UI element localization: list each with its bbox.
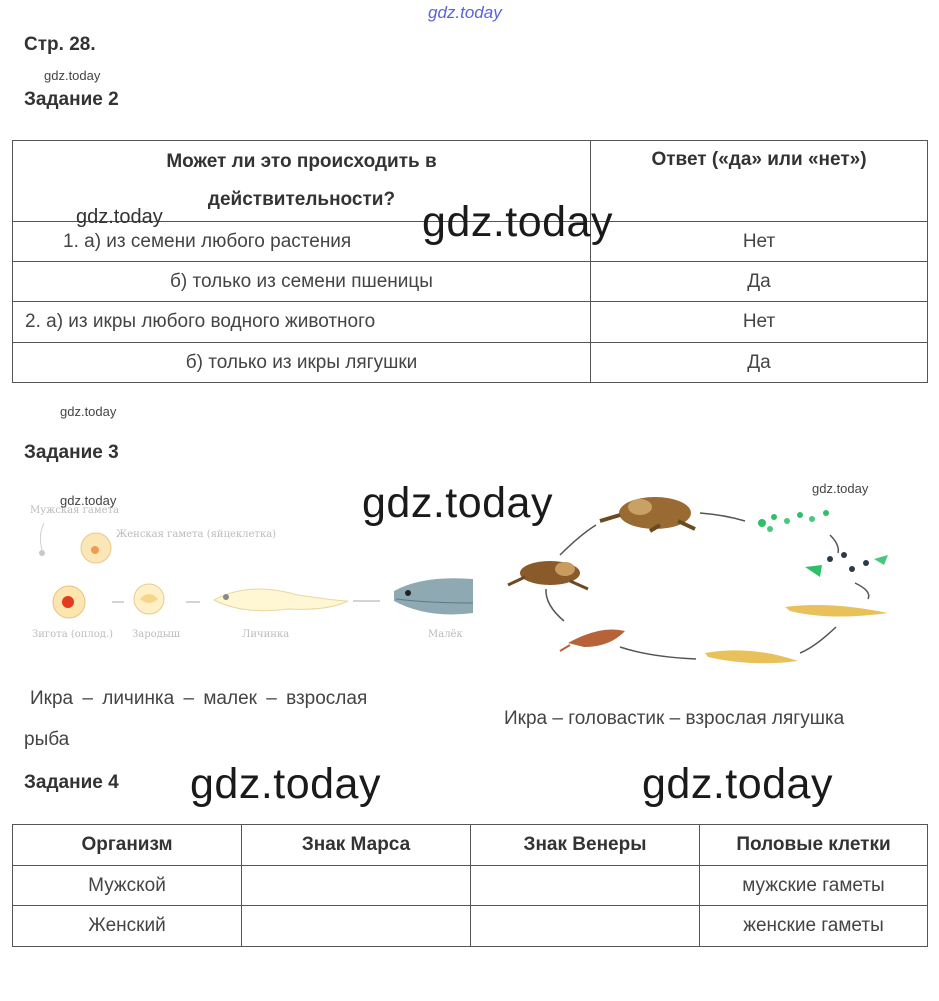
- female-gamete-icon: [81, 533, 111, 563]
- label-embryo: Зародыш: [132, 629, 181, 640]
- frog-caption: Икра – головастик – взрослая лягушка: [504, 708, 845, 729]
- column-header-answer: Ответ («да» или «нет»): [591, 141, 928, 222]
- fish-caption-line1: Икра – личинка – малек – взрослая: [30, 688, 368, 709]
- column-header-mars: Знак Марса: [242, 825, 471, 866]
- table-row: [13, 866, 928, 906]
- watermark-big: gdz.today: [190, 760, 381, 808]
- label-larva: Личинка: [242, 629, 290, 640]
- cells-cell: мужские гаметы: [700, 866, 928, 906]
- column-header-organism: Организм: [13, 825, 242, 866]
- label-zygote: Зигота (оплод.): [32, 629, 114, 640]
- task2-title: Задание 2: [24, 89, 119, 110]
- fry-icon: [394, 578, 473, 614]
- task4-table: [12, 824, 928, 947]
- watermark-big: gdz.today: [422, 198, 613, 246]
- answer-cell: Да: [591, 343, 928, 383]
- answer-cell: Нет: [591, 222, 928, 262]
- label-female-gamete: Женская гамета (яйцеклетка): [116, 529, 277, 540]
- mars-cell: [242, 866, 471, 906]
- frog-icon: [508, 561, 588, 589]
- column-header-venus: Знак Венеры: [471, 825, 700, 866]
- male-gamete-icon: [39, 523, 45, 556]
- arrow-icon: [700, 513, 745, 521]
- venus-cell: [471, 906, 700, 947]
- mars-cell: [242, 906, 471, 947]
- answer-cell: Нет: [591, 302, 928, 343]
- froglet-long-icon: [785, 605, 888, 617]
- tadpoles-icon: [805, 552, 888, 577]
- label-fry: Малёк: [428, 629, 463, 640]
- watermark-small: gdz.today: [60, 404, 117, 419]
- task2-table: [12, 140, 928, 383]
- embryo-icon: [134, 584, 164, 614]
- task3-title: Задание 3: [24, 442, 119, 463]
- table-row: [13, 262, 928, 302]
- question-cell: 2. а) из икры любого водного животного: [13, 302, 591, 343]
- top-watermark: gdz.today: [428, 3, 502, 22]
- watermark-small: gdz.today: [44, 68, 101, 83]
- young-frog-icon: [560, 630, 625, 652]
- eggs-icon: [758, 510, 829, 532]
- zygote-icon: [53, 586, 85, 618]
- fish-caption-line2: рыба: [24, 729, 70, 750]
- venus-cell: [471, 866, 700, 906]
- arrow-icon: [546, 589, 564, 621]
- page-reference: Стр. 28.: [24, 34, 96, 55]
- arrow-icon: [830, 535, 838, 553]
- question-cell: б) только из семени пшеницы: [13, 262, 591, 302]
- organism-cell: Женский: [13, 906, 242, 947]
- froglet-small-icon: [705, 650, 798, 663]
- watermark-small: gdz.today: [812, 481, 869, 496]
- arrow-icon: [855, 583, 869, 599]
- larva-icon: [214, 589, 348, 611]
- table-row: [13, 906, 928, 947]
- label-male-gamete: Мужская гамета: [30, 505, 120, 516]
- table-row: [13, 343, 928, 383]
- organism-cell: Мужской: [13, 866, 242, 906]
- task4-title: Задание 4: [24, 772, 119, 793]
- watermark-small: gdz.today: [76, 206, 163, 228]
- watermark-big: gdz.today: [362, 479, 553, 527]
- question-cell: б) только из икры лягушки: [13, 343, 591, 383]
- adult-frog-icon: [600, 497, 695, 531]
- arrow-icon: [620, 647, 696, 659]
- arrow-icon: [800, 627, 836, 653]
- frog-lifecycle-diagram: [500, 485, 910, 670]
- watermark-big: gdz.today: [642, 760, 833, 808]
- answer-cell: Да: [591, 262, 928, 302]
- column-header-question: Может ли это происходить в действительности?: [13, 141, 591, 222]
- table-row: [13, 302, 928, 343]
- cells-cell: женские гаметы: [700, 906, 928, 947]
- watermark-small: gdz.today: [60, 493, 117, 508]
- column-header-cells: Половые клетки: [700, 825, 928, 866]
- arrow-icon: [560, 525, 596, 555]
- table-header-row: [13, 825, 928, 866]
- question-cell: 1. а) из семени любого растения: [13, 222, 591, 262]
